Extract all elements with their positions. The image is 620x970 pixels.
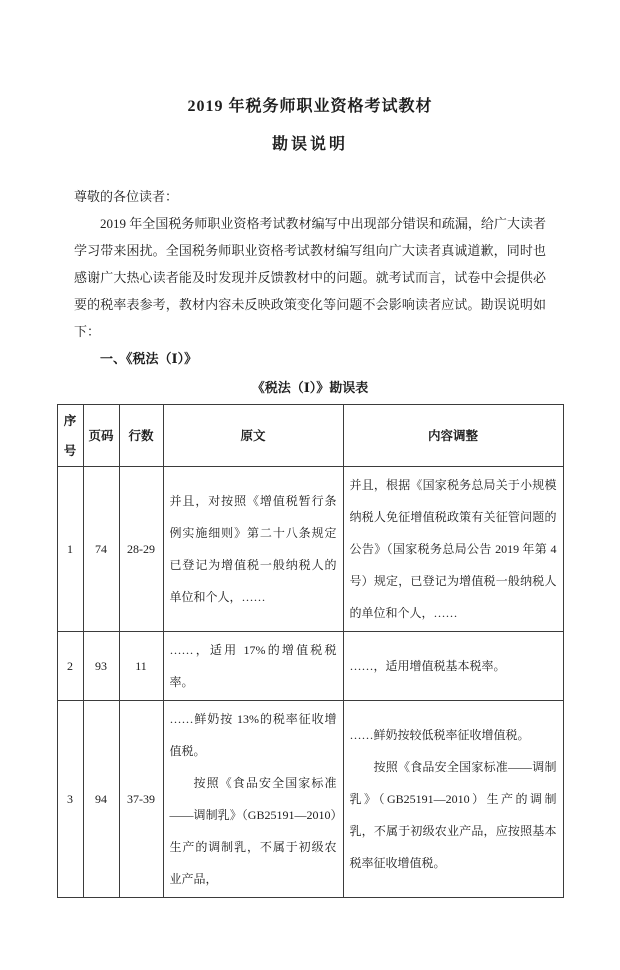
cell-seq-no: 1 <box>57 467 83 632</box>
errata-table <box>57 404 564 898</box>
document-title-line2: 勘误说明 <box>271 136 348 153</box>
cell-adjusted-content <box>343 701 563 898</box>
cell-original-text <box>163 701 343 898</box>
cell-line-no: 28-29 <box>119 467 163 632</box>
adjusted-paragraph: ……鲜奶按较低税率征收增值税。 <box>349 728 530 742</box>
table-row <box>57 632 563 701</box>
document-title-line1: 2019 年税务师职业资格考试教材 <box>187 98 433 115</box>
cell-page-no: 74 <box>83 467 119 632</box>
header-page-no: 页码 <box>83 405 119 467</box>
document-page <box>0 93 620 970</box>
adjusted-paragraph: 并且，根据《国家税务总局关于小规模纳税人免征增值税政策有关征管问题的公告》（国家税务总局公告 2019 年第 4 号）规定，已登记为增值税一般纳税人的单位和个人，…… <box>349 478 557 620</box>
table-row <box>57 701 563 898</box>
table-row <box>57 467 563 632</box>
cell-page-no: 93 <box>83 632 119 701</box>
intro-paragraph: 2019 年全国税务师职业资格考试教材编写中出现部分错误和疏漏，给广大读者学习带来困扰。全国税务师职业资格考试教材编写组向广大读者真诚道歉，同时也感谢广大热心读者能及时发现并反馈教材中的问题。就考试而言，试卷中会提供必要的税率表参考，教材内容未反映政策变化等问题不会影响读者应试。勘误说明如下： <box>74 216 546 339</box>
header-line-no: 行数 <box>119 405 163 467</box>
header-seq-no: 序号 <box>57 405 83 467</box>
document-body <box>74 183 546 372</box>
cell-page-no: 94 <box>83 701 119 898</box>
cell-line-no: 37-39 <box>119 701 163 898</box>
cell-adjusted-content <box>343 632 563 701</box>
salutation-line: 尊敬的各位读者： <box>74 189 179 204</box>
errata-table-title: 《税法（Ⅰ）》勘误表 <box>251 380 369 395</box>
cell-line-no: 11 <box>119 632 163 701</box>
adjusted-paragraph: 按照《食品安全国家标准——调制乳》（GB25191—2010）生产的调制乳，不属于初级农业产品，应按照基本税率征收增值税。 <box>349 760 557 870</box>
cell-original-text <box>163 632 343 701</box>
table-header-row <box>57 405 563 467</box>
original-paragraph: 按照《食品安全国家标准——调制乳》（GB25191—2010）生产的调制乳，不属于初级农业产品， <box>169 776 337 886</box>
cell-seq-no: 2 <box>57 632 83 701</box>
section-heading: 一、《税法（Ⅰ）》 <box>100 351 198 366</box>
cell-adjusted-content <box>343 467 563 632</box>
header-adjusted-content: 内容调整 <box>343 405 563 467</box>
header-original-text: 原文 <box>163 405 343 467</box>
cell-seq-no: 3 <box>57 701 83 898</box>
cell-original-text <box>163 467 343 632</box>
original-paragraph: ……，适用 17%的增值税税率。 <box>169 643 337 689</box>
original-paragraph: 并且，对按照《增值税暂行条例实施细则》第二十八条规定已登记为增值税一般纳税人的单位和个人，…… <box>169 494 337 604</box>
adjusted-paragraph: ……，适用增值税基本税率。 <box>349 659 506 673</box>
original-paragraph: ……鲜奶按 13%的税率征收增值税。 <box>169 712 337 758</box>
